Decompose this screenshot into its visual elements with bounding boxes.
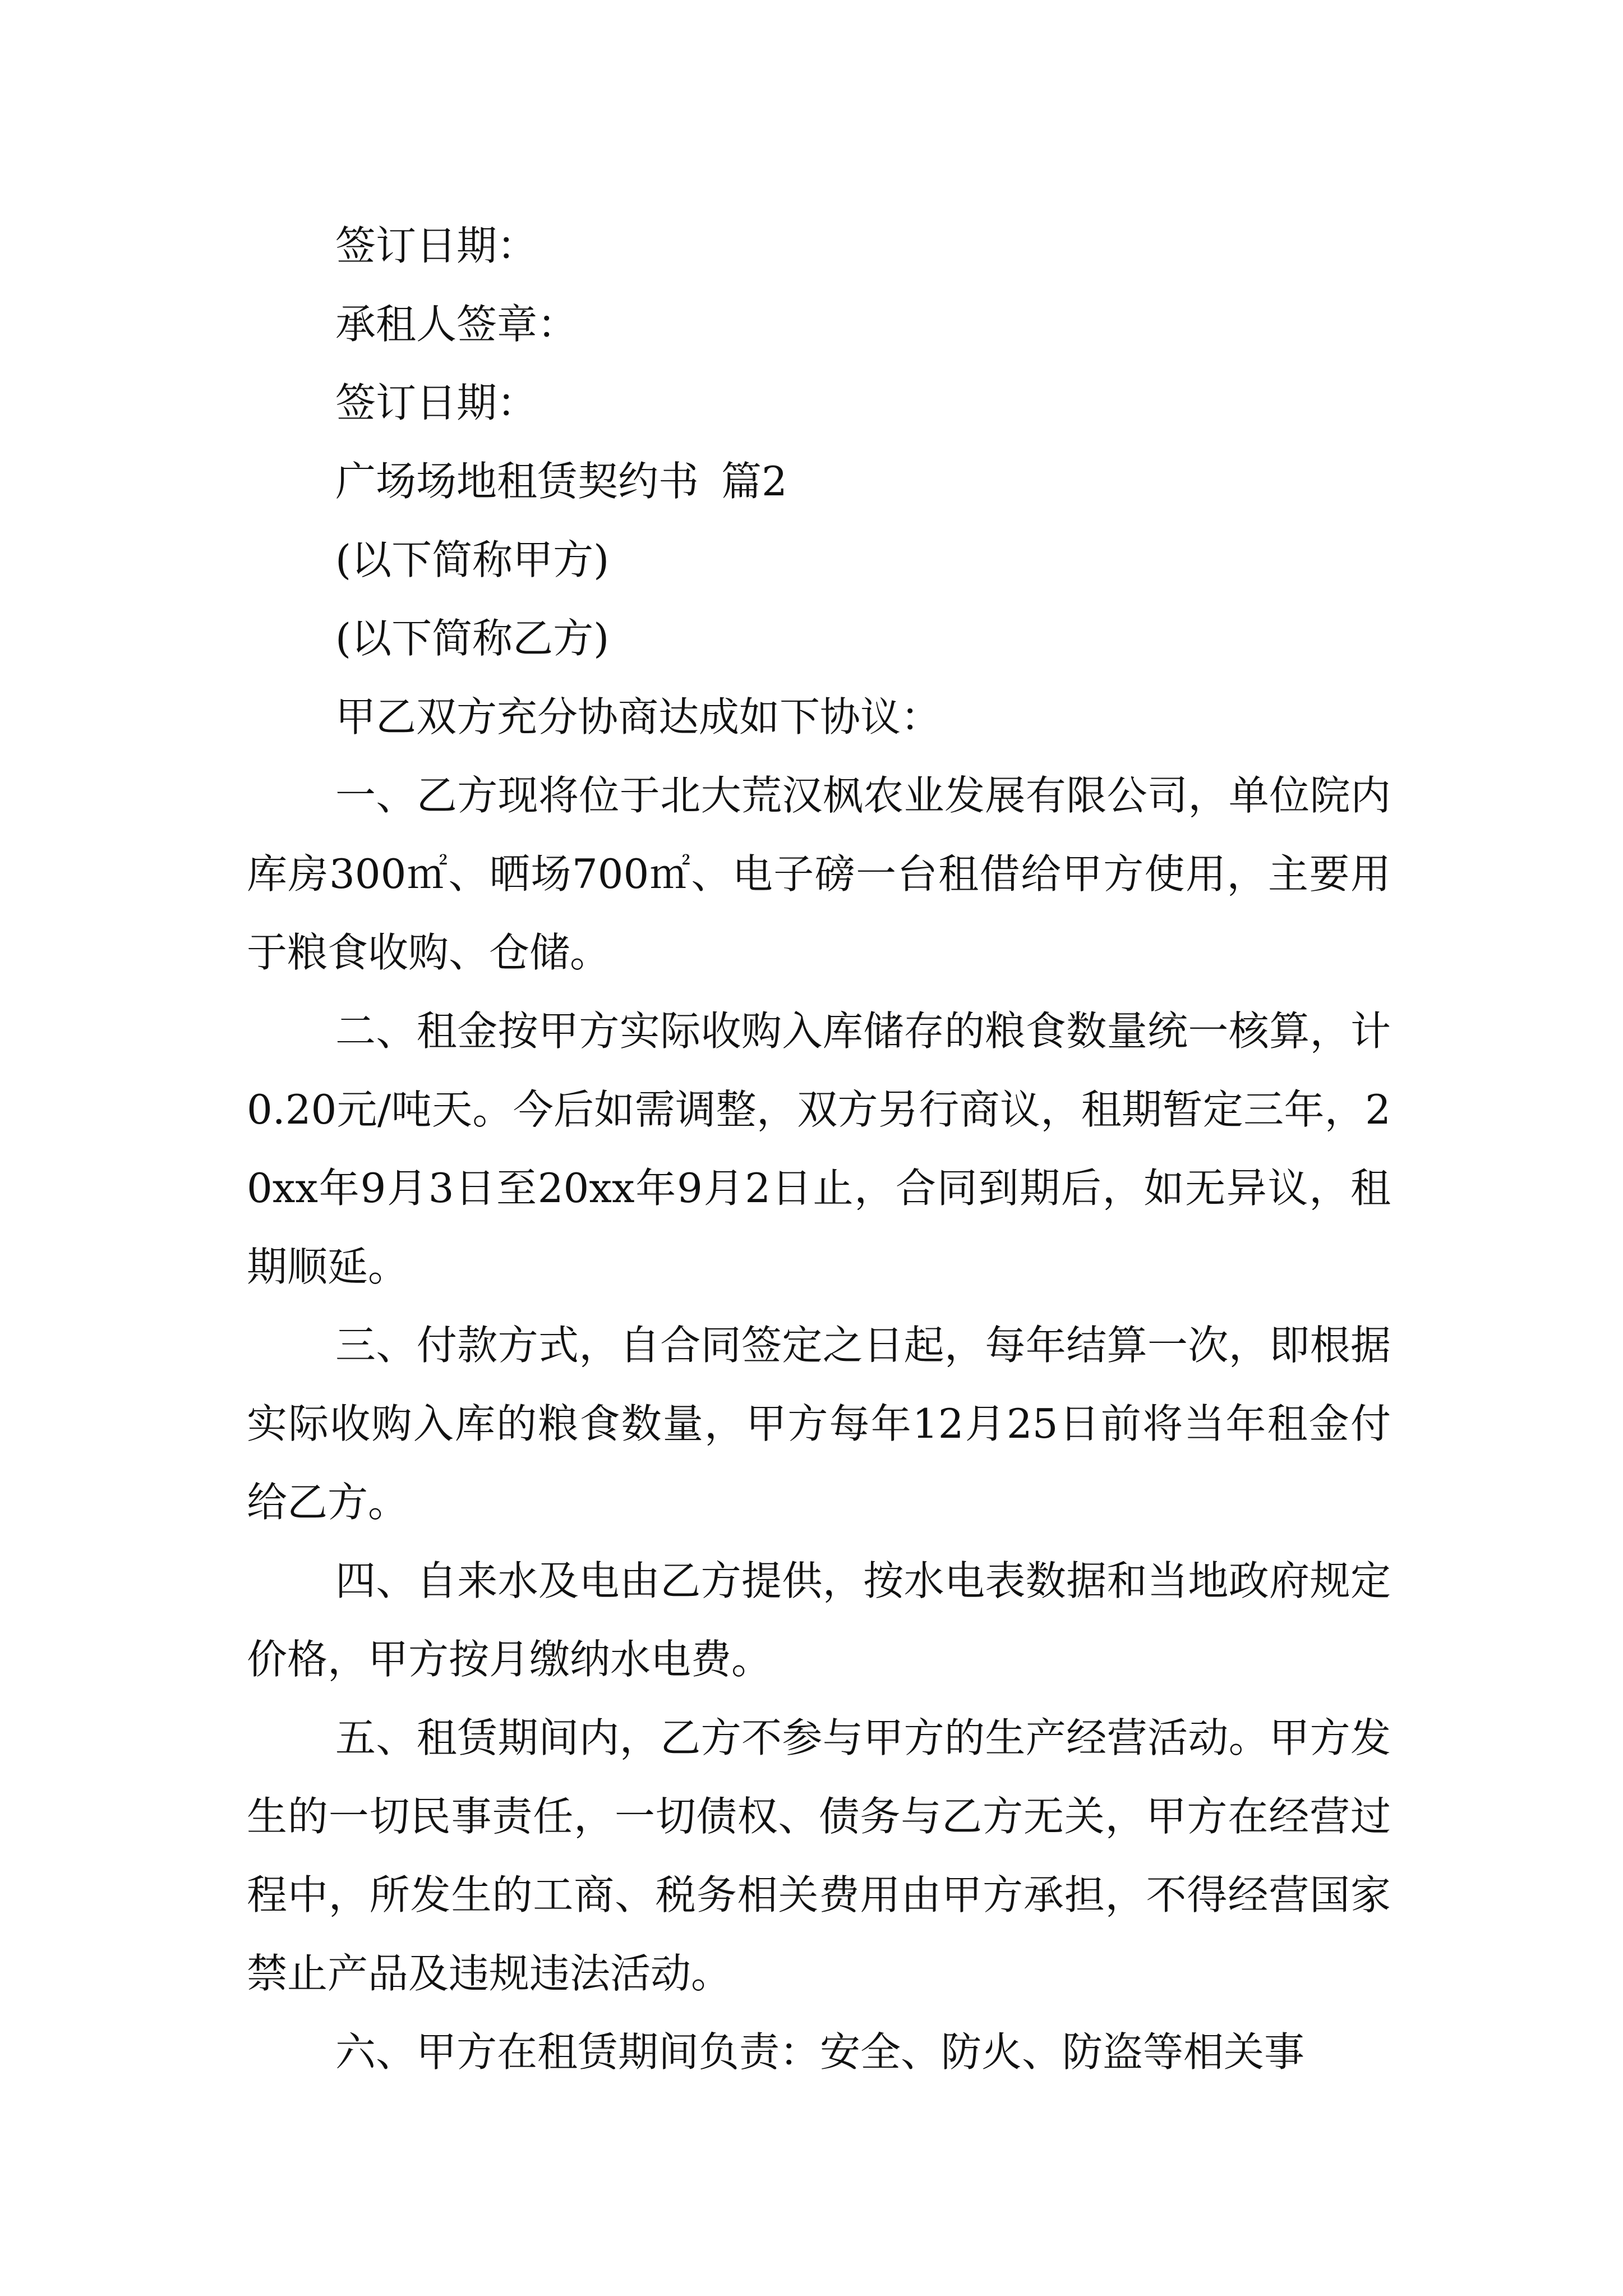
section-title-name: 广场场地租赁契约书 [335, 458, 699, 505]
party-b-line: (以下简称乙方) [335, 615, 610, 662]
clause-5: 五、租赁期间内，乙方不参与甲方的生产经营活动。甲方发生的一切民事责任，一切债权、债务与乙方无关，甲方在经营过程中，所发生的工商、税务相关费用由甲方承担，不得经营国家禁止产品及违规违法活动。 [247, 1714, 1391, 1997]
sign-date-line-2: 签订日期： [335, 379, 538, 426]
section-title [247, 442, 1391, 521]
lessee-signature-line: 承租人签章： [335, 301, 578, 348]
clause-2: 二、租金按甲方实际收购入库储存的粮食数量统一核算，计0.20元/吨天。今后如需调整，双方另行商议，租期暂定三年，20xx年9月3日至20xx年9月2日止，合同到期后，如无异议，租期顺延。 [247, 1007, 1391, 1290]
clause-3: 三、付款方式，自合同签定之日起，每年结算一次，即根据实际收购入库的粮食数量，甲方每年12月25日前将当年租金付给乙方。 [247, 1322, 1391, 1526]
sign-date-line: 签订日期： [335, 222, 538, 269]
clause-4: 四、自来水及电由乙方提供，按水电表数据和当地政府规定价格，甲方按月缴纳水电费。 [247, 1557, 1391, 1683]
document-body [247, 206, 1391, 2091]
clause-6: 六、甲方在租赁期间负责：安全、防火、防盗等相关事 [335, 2028, 1305, 2076]
section-title-part: 篇2 [721, 458, 787, 505]
clause-1: 一、乙方现将位于北大荒汉枫农业发展有限公司，单位院内库房300㎡、晒场700㎡、电子磅一台租借给甲方使用，主要用于粮食收购、仓储。 [247, 772, 1391, 976]
intro-line: 甲乙双方充分协商达成如下协议： [335, 693, 942, 740]
party-a-line: (以下简称甲方) [335, 536, 610, 583]
